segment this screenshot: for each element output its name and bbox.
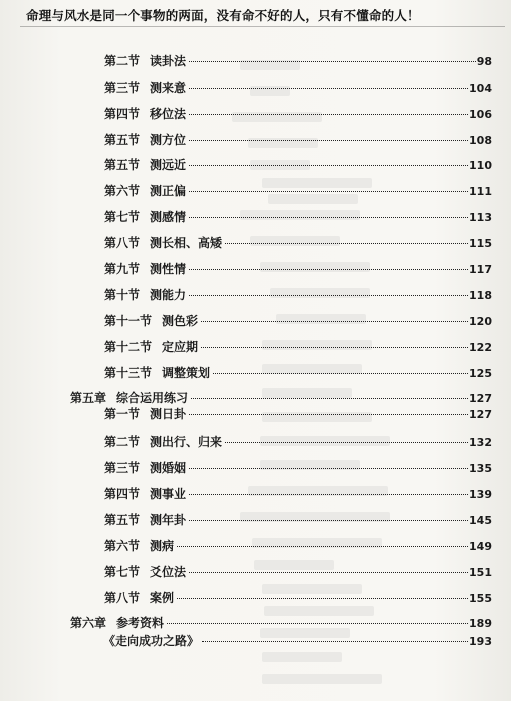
dot-leader [177,546,468,547]
toc-entry-title [104,313,198,329]
toc-page-number: 132 [469,436,492,449]
toc-entry-title [104,512,186,528]
toc-page-number: 155 [469,592,492,605]
toc-page-number: 108 [469,134,492,147]
dot-leader [189,269,468,270]
toc-entry-name: 参考资料 [116,616,165,630]
toc-entry-name: 移位法 [150,107,187,121]
toc-section-number: 第六章 [70,616,107,630]
toc-section-row [104,365,492,381]
toc-section-row [104,53,492,69]
toc-section-row [104,261,492,277]
dot-leader [213,373,468,374]
dot-leader [201,321,468,322]
toc-chapter-row [70,615,492,631]
toc-page-number: 145 [469,514,492,527]
dot-leader [189,572,468,573]
toc-entry-title [104,235,222,251]
toc-entry-name: 定应期 [162,340,199,354]
toc-section-number: 第七节 [104,210,141,224]
toc-section-row [104,313,492,329]
toc-entry-name: 测来意 [150,81,187,95]
toc-page-number: 104 [469,82,492,95]
toc-section-row [104,106,492,122]
toc-section-number: 第六节 [104,184,141,198]
toc-section-row [104,287,492,303]
toc-page-number: 120 [469,315,492,328]
toc-entry-title [104,132,186,148]
toc-entry-name: 测性情 [150,262,187,276]
toc-section-row [104,183,492,199]
toc-page-number: 135 [469,462,492,475]
toc-entry-name: 测色彩 [162,314,199,328]
toc-entry-title [70,615,164,631]
toc-page-number: 122 [469,341,492,354]
toc-entry-title [104,80,186,96]
dot-leader [189,217,468,218]
toc-entry-title [70,390,188,406]
toc-section-number: 第二节 [104,435,141,449]
toc-entry-title [104,106,186,122]
toc-entry-title [104,53,186,69]
toc-section-number: 第十一节 [104,314,153,328]
dot-leader [225,243,468,244]
toc-section-row [104,434,492,450]
toc-page-number: 193 [469,635,492,648]
toc-entry-title [104,406,186,422]
toc-entry-name: 测远近 [150,158,187,172]
toc-entry-name: 测年卦 [150,513,187,527]
page-header: 命理与风水是同一个事物的两面，没有命不好的人，只有不懂命的人！ [26,8,420,23]
toc-entry-name: 测日卦 [150,407,187,421]
toc-section-number: 第四节 [104,107,141,121]
toc-entry-title [104,261,186,277]
dot-leader [202,641,468,642]
toc-section-row [104,157,492,173]
toc-section-number: 第五章 [70,391,107,405]
toc-entry-title [104,209,186,225]
dot-leader [189,295,468,296]
toc-page-number: 106 [469,108,492,121]
dot-leader [189,520,468,521]
toc-entry-name: 测能力 [150,288,187,302]
dot-leader [201,347,468,348]
toc-entry-title [104,590,174,606]
toc-section-row [104,486,492,502]
toc-entry-title [104,460,186,476]
toc-entry-name: 调整策划 [162,366,211,380]
toc-section-row [104,590,492,606]
toc-section-row [104,460,492,476]
toc-section-number: 第四节 [104,487,141,501]
toc-page-number: 98 [476,55,492,68]
toc-section-number: 第五节 [104,513,141,527]
dot-leader [225,442,468,443]
toc-section-number: 第三节 [104,81,141,95]
toc-page-number: 189 [469,617,492,630]
toc-section-number: 第十三节 [104,366,153,380]
toc-entry-title [104,287,186,303]
toc-entry-name: 综合运用练习 [116,391,189,405]
dot-leader [189,114,468,115]
toc-entry-title [104,564,186,580]
toc-section-number: 第十节 [104,288,141,302]
toc-section-number: 第八节 [104,236,141,250]
toc-section-number: 第九节 [104,262,141,276]
toc-section-row [104,132,492,148]
dot-leader [189,494,468,495]
toc-entry-name: 测正偏 [150,184,187,198]
dot-leader [189,165,468,166]
toc-page-number: 118 [469,289,492,302]
toc-page-number: 149 [469,540,492,553]
toc-entry-name: 测长相、高矮 [150,236,223,250]
toc-page-number: 139 [469,488,492,501]
toc-section-row [104,512,492,528]
dot-leader [189,191,468,192]
dot-leader [189,140,468,141]
toc-page-number: 110 [469,159,492,172]
toc-page-number: 111 [469,185,492,198]
toc-entry-name: 案例 [150,591,175,605]
toc-page-number: 151 [469,566,492,579]
dot-leader [189,88,468,89]
toc-section-number: 第一节 [104,407,141,421]
toc-entry-name: 爻位法 [150,565,187,579]
dot-leader [189,61,476,62]
toc-entry-name: 测事业 [150,487,187,501]
toc-section-row [104,235,492,251]
toc-entry-title [103,633,199,649]
toc-page-number: 115 [469,237,492,250]
toc-section-number: 第六节 [104,539,141,553]
toc-entry-name: 测病 [150,539,175,553]
toc-section-number: 第十二节 [104,340,153,354]
toc-chapter-row [70,390,492,406]
toc-entry-name: 测婚姻 [150,461,187,475]
toc-section-row [104,339,492,355]
toc-entry-name: 读卦法 [150,54,187,68]
toc-entry-title [104,538,174,554]
toc-section-number: 第八节 [104,591,141,605]
toc-section-number: 第二节 [104,54,141,68]
toc-entry-title [104,339,198,355]
toc-entry-name: 《走向成功之路》 [103,634,200,648]
toc-book-row [103,633,492,649]
dot-leader [191,398,468,399]
toc-entry-title [104,183,186,199]
toc-entry-title [104,157,186,173]
toc-section-row [104,80,492,96]
toc-section-number: 第五节 [104,158,141,172]
toc-entry-name: 测方位 [150,133,187,147]
toc-section-number: 第五节 [104,133,141,147]
toc-page-number: 113 [469,211,492,224]
toc-section-number: 第七节 [104,565,141,579]
toc-section-row [104,406,492,422]
toc-page-number: 125 [469,367,492,380]
toc-section-row [104,564,492,580]
toc-section-row [104,209,492,225]
toc-entry-name: 测感情 [150,210,187,224]
toc-page-number: 127 [469,392,492,405]
toc-section-row [104,538,492,554]
dot-leader [167,623,468,624]
dot-leader [189,468,468,469]
dot-leader [189,414,468,415]
toc-entry-title [104,486,186,502]
toc-entry-title [104,365,210,381]
toc-page-number: 127 [469,408,492,421]
toc-entry-name: 测出行、归来 [150,435,223,449]
dot-leader [177,598,468,599]
toc-section-number: 第三节 [104,461,141,475]
toc-page-number: 117 [469,263,492,276]
toc-entry-title [104,434,222,450]
